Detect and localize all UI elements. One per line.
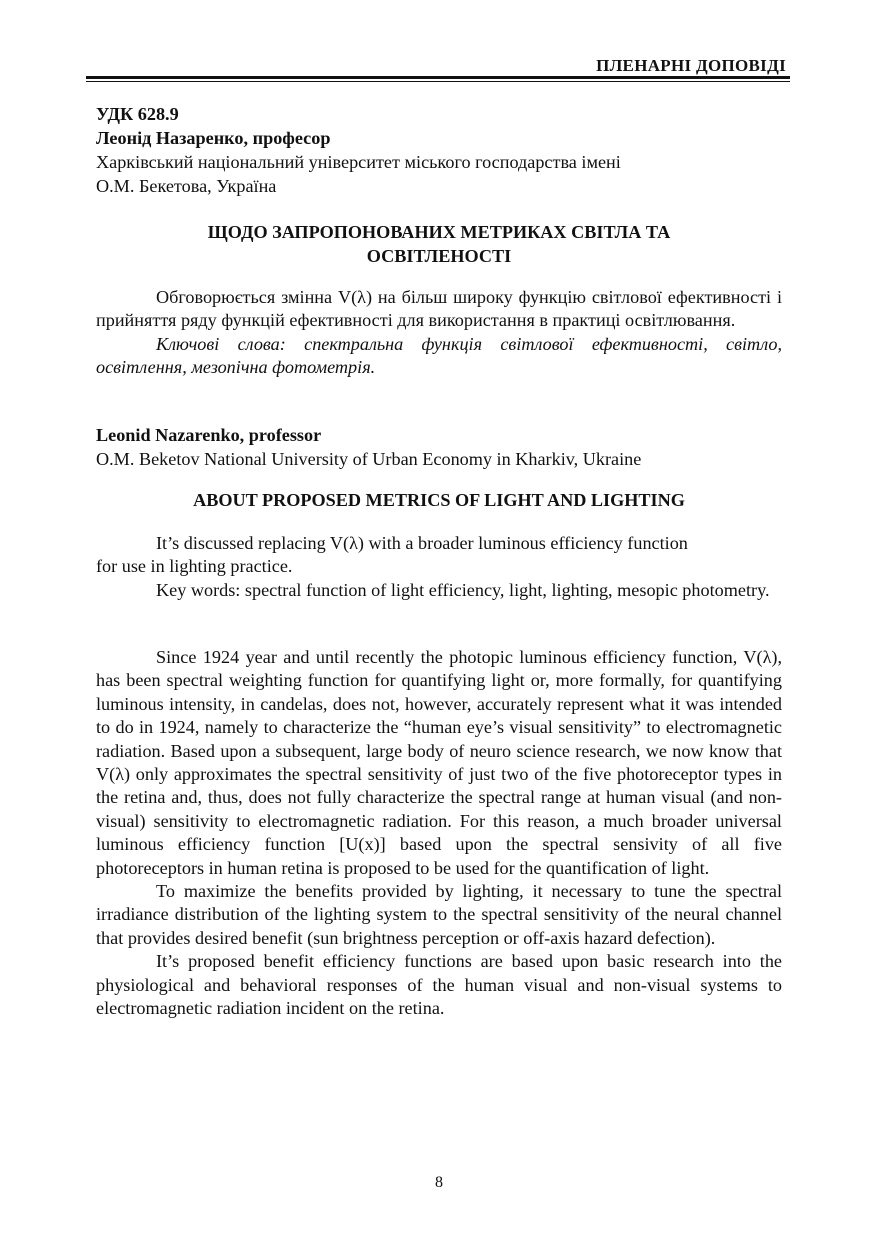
abstract-en: [96, 532, 782, 602]
title-ua-line1: ЩОДО ЗАПРОПОНОВАНИХ МЕТРИКАХ СВІТЛА ТА: [207, 222, 671, 242]
keywords-ua: Ключові слова: спектральна функція світлової ефективності, світло, освітлення, мезопічна фотометрія.: [96, 333, 782, 378]
abstract-ua: [96, 286, 782, 380]
abstract-en-line2: for use in lighting practice.: [96, 556, 293, 577]
abstract-ua-text: Обговорюється змінна V(λ) на більш широку функцію світлової ефективності і прийняття ряду функцій ефективності для використання в практиці освітлювання.: [96, 287, 782, 331]
title-ua-line2: ОСВІТЛЕНОСТІ: [366, 246, 512, 266]
running-header: ПЛЕНАРНІ ДОПОВІДІ: [596, 56, 786, 75]
header-rule-thick: [86, 76, 790, 79]
affiliation-ua-line2: О.М. Бекетова, Україна: [96, 176, 277, 196]
author-ua: Леонід Назаренко, професор: [96, 128, 331, 148]
udk-code: УДК 628.9: [96, 104, 179, 124]
keywords-en: Key words: spectral function of light efficiency, light, lighting, mesopic photometry.: [156, 579, 770, 600]
body-paragraph-1: Since 1924 year and until recently the photopic luminous efficiency function, V(λ), has been spectral weighting function for quantifying light or, more formally, for quantifying luminous intensity, in candelas, does not, however, accurately represent what it was intended to do in 1924, namely to characterize the “human eye’s visual sensitivity” to electromagnetic radiation. Based upon a subsequent, large body of neuro science research, we now know that V(λ) only approximates the spectral sensitivity of just two of the five photoreceptor types in the retina and, thus, does not fully characterize the spectral range at human visual (and non-visual) sensitivity to electromagnetic radiation. For this reason, a much broader universal luminous efficiency function [U(x)] based upon the spectral sensivity of all five photoreceptors in human retina is proposed to be used for the quantification of light.: [96, 647, 782, 878]
header-rule-thin: [86, 81, 790, 82]
abstract-en-line1: It’s discussed replacing V(λ) with a broader luminous efficiency function: [156, 533, 688, 553]
author-en: Leonid Nazarenko, professor: [96, 425, 322, 445]
body-paragraph-2: To maximize the benefits provided by lighting, it necessary to tune the spectral irradiance distribution of the lighting system to the spectral sensitivity of the neural channel that provides desired benefit (sun brightness perception or off-axis hazard defection).: [96, 881, 782, 948]
main-body: [96, 646, 782, 1021]
body-paragraph-3: It’s proposed benefit efficiency functions are based upon basic research into the physiological and behavioral responses of the human visual and non-visual systems to electromagnetic radiation incident on the retina.: [96, 951, 782, 1019]
affiliation-ua-line1: Харківський національний університет міського господарства імені: [96, 152, 621, 172]
affiliation-en: O.M. Beketov National University of Urban Economy in Kharkiv, Ukraine: [96, 449, 642, 469]
title-en: ABOUT PROPOSED METRICS OF LIGHT AND LIGHTING: [193, 490, 685, 510]
page-number: 8: [435, 1174, 443, 1191]
